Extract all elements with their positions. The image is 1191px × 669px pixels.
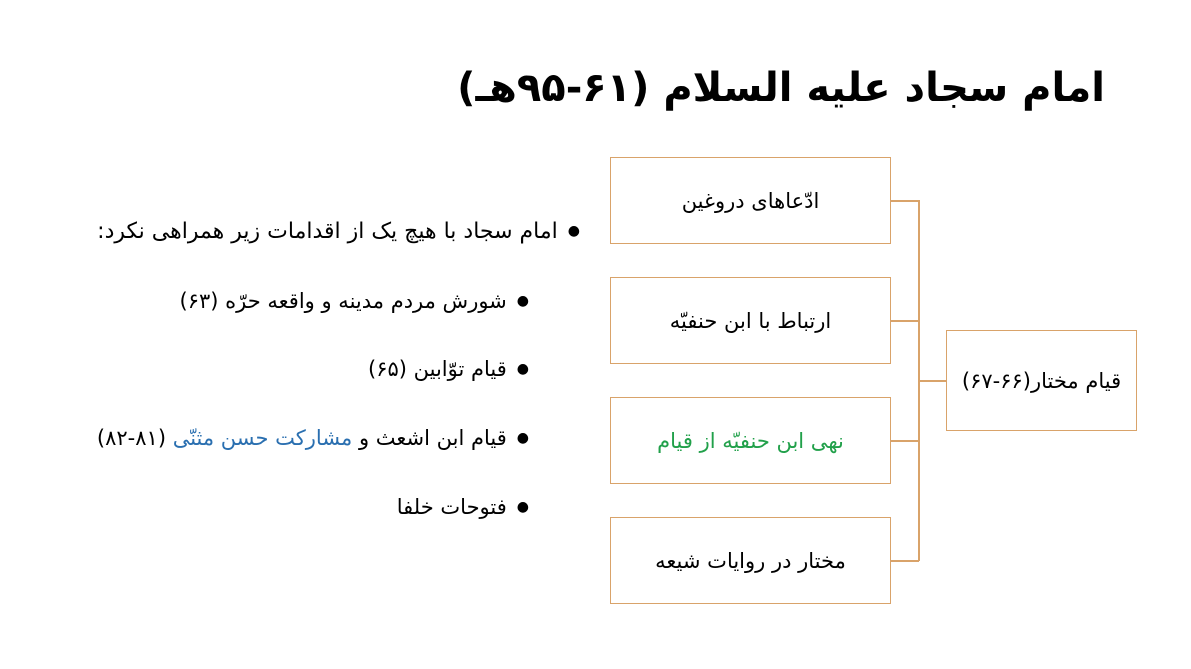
connector-root <box>918 380 946 382</box>
diagram-child-box <box>610 517 891 604</box>
bullet-icon: ● <box>516 499 529 515</box>
bullet-icon: ● <box>516 293 529 309</box>
diagram-child-label: نهی ابن حنفیّه از قیام <box>657 428 844 453</box>
bullet-icon: ● <box>567 223 580 239</box>
list-item-text: قیام ابن اشعث و مشارکت حسن مثنّی (۸۱-۸۲) <box>96 426 507 450</box>
diagram-child-box <box>610 157 891 244</box>
list-item-text: قیام توّابین (۶۵) <box>368 357 507 381</box>
list-item <box>97 421 529 455</box>
list-intro-text: امام سجاد با هیچ یک از اقدامات زیر همراهی نکرد: <box>97 218 558 244</box>
list-item <box>397 490 529 524</box>
diagram-child-box <box>610 397 891 484</box>
connector-branch <box>891 320 919 322</box>
bullet-icon: ● <box>516 361 529 377</box>
highlight-text: مشارکت حسن مثنّی <box>172 426 353 450</box>
diagram-child-label: ارتباط با ابن حنفیّه <box>669 308 832 333</box>
bullet-icon: ● <box>516 430 529 446</box>
list-intro <box>97 214 580 248</box>
connector-branch <box>891 560 919 562</box>
list-item-text: فتوحات خلفا <box>396 495 507 519</box>
connector-branch <box>891 440 919 442</box>
slide-title: امام سجاد علیه السلام (۶۱-۹۵هـ) <box>457 65 1105 111</box>
diagram-root-box <box>946 330 1137 431</box>
connector-branch <box>891 200 919 202</box>
diagram-child-box <box>610 277 891 364</box>
diagram-child-label: ادّعاهای دروغین <box>681 188 820 213</box>
list-item-text: شورش مردم مدینه و واقعه حرّه (۶۳) <box>179 289 507 313</box>
diagram-child-label: مختار در روایات شیعه <box>655 548 846 573</box>
diagram-root-label: قیام مختار(۶۶-۶۷) <box>961 368 1122 393</box>
list-item <box>180 284 529 318</box>
list-item <box>368 352 529 386</box>
